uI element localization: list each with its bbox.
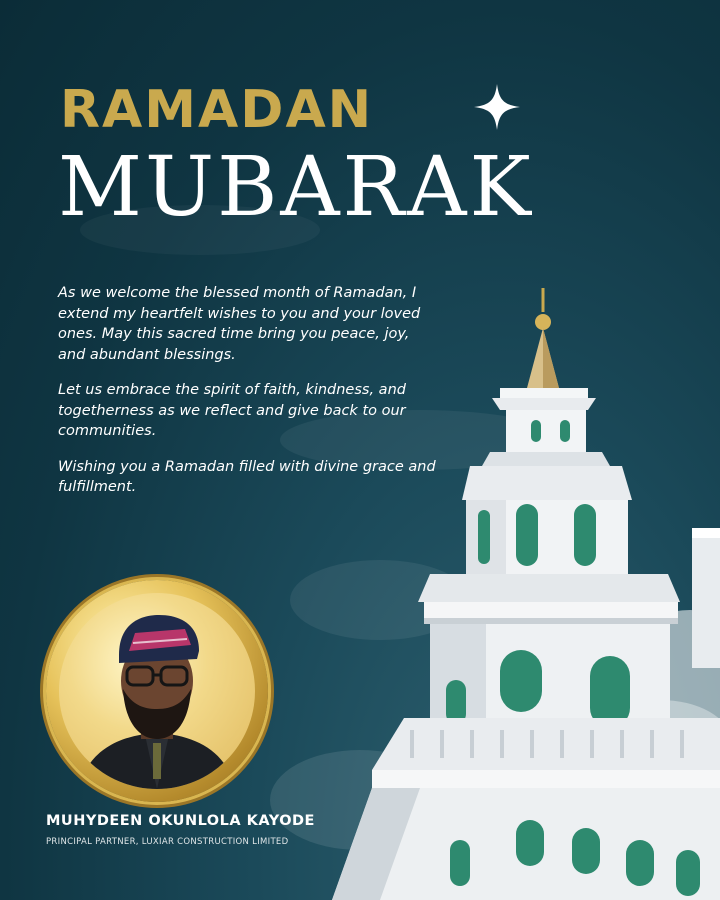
four-point-star-icon — [472, 82, 522, 132]
portrait-photo — [59, 593, 255, 789]
message-paragraph-3: Wishing you a Ramadan filled with divine grace and fulfillment. — [58, 458, 436, 495]
greeting-message — [58, 283, 438, 513]
portrait-frame — [59, 593, 255, 789]
person-title: PRINCIPAL PARTNER, LUXIAR CONSTRUCTION LIMITED — [46, 837, 289, 847]
title-ramadan: RAMADAN — [60, 80, 374, 140]
portrait-medallion — [46, 580, 268, 802]
person-name: MUHYDEEN OKUNLOLA KAYODE — [46, 813, 315, 829]
title-mubarak: MUBARAK — [58, 140, 534, 235]
message-paragraph-1: As we welcome the blessed month of Ramadan, I extend my heartfelt wishes to you and your loved ones. May this sacred time bring you peace, joy, and abundant blessings. — [58, 285, 421, 363]
message-paragraph-2: Let us embrace the spirit of faith, kindness, and togetherness as we reflect and give back to our communities. — [58, 382, 406, 439]
